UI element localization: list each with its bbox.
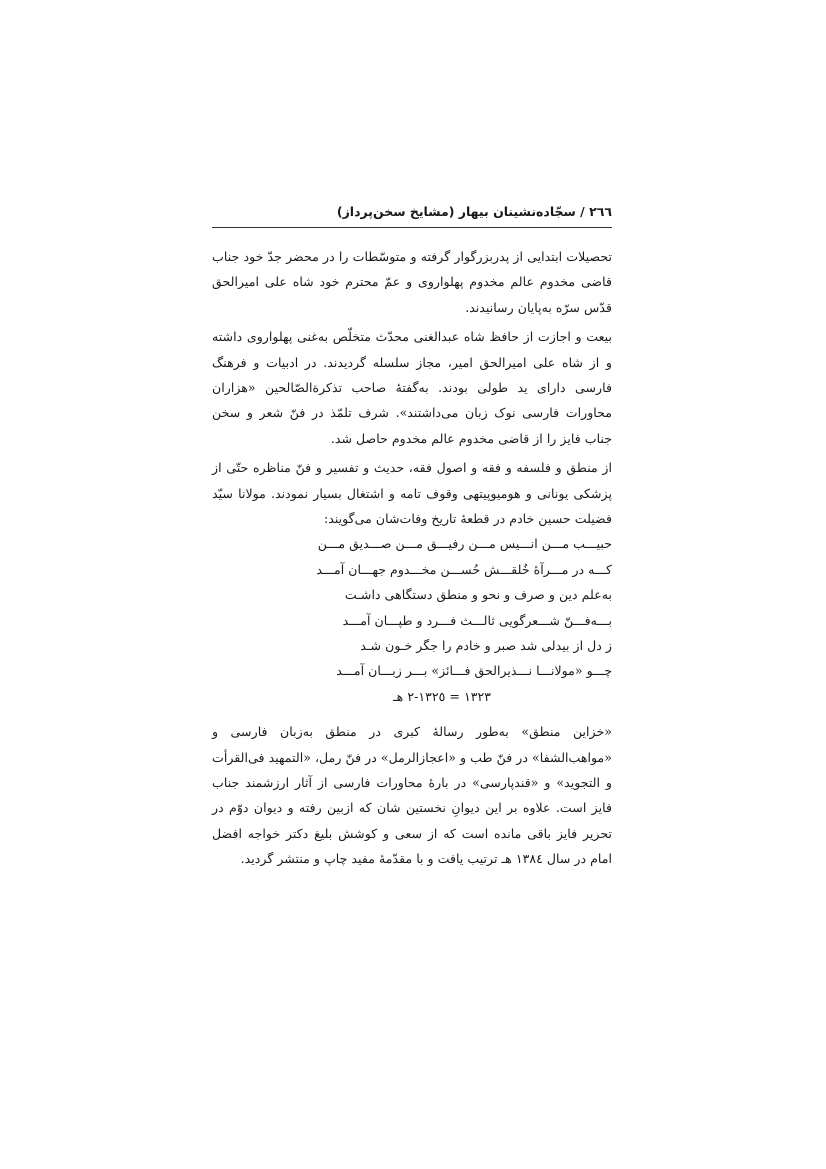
header-rule [212,227,612,228]
paragraph-works: «خزاین منطق» به‌طور رسالهٔ کبری در منطق به‌زبان فارسی و «مواهب‌الشفا» در فنّ طب و «اعجازالرمل» در فنّ رمل، «التمهید فی‌القرأت و التجوید» و «قندپارسی» در بارهٔ محاورات فارسی از آثار ارزشمند جناب فایز است. علاوه بر این دیوانِ نخستین شان که ازبین رفته و دیوان دوّم در تحریر فایز باقی مانده است که از سعی و کوشش بلیغ دکتر خواجه افضل امام در سال ١٣٨٤ هـ ترتیب یافت و با مقدّمهٔ مفید چاپ و منتشر گردید. [212,724,612,867]
poem-line: کـــه در مـــرآهٔ خُلقـــش حُســـن مخـــدوم جهـــان آمـــد [316,561,612,577]
paragraph-education: تحصیلات ابتدایی از پدربزرگوار گرفته و متوسّطات را در محضر جدّ خود جناب قاضی مخدوم عالم مخدوم پهلواروی و عمّ محترم خود شاه علی امیرالحق قدّس سرّه به‌پایان رسانیدند. [212,249,612,315]
poem-line: چـــو «مولانـــا نـــذیرالحق فـــائز» بـــر زبـــان آمـــد [336,663,612,679]
poem-date-line: ١٣٢٣ = ١٣٢٥-٢ هـ [392,688,492,704]
poem-line: ز دل از بیدلی شد صبر و خادم را جگر خـون شـد [360,638,612,654]
chronogram-poem [212,531,612,709]
page-body [212,244,612,872]
poem-line: حبیـــب مـــن انـــیس مـــن رفیـــق مـــن صـــدیق مـــن [317,536,612,552]
running-header: ٢٦٦ / سجّاده‌نشینان بیهار (مشایخ سخن‌پرداز) [336,204,612,219]
paragraph-sciences: از منطق و فلسفه و فقه و اصول فقه، حدیث و تفسیر و فنّ مناظره حتّی از پزشکی یونانی و هومیوپیتهی وقوف تامه و اشتغال بسیار نمودند. مولانا سیّد فضیلت حسین خادم در قطعهٔ تاریخ وفات‌شان می‌گویند: [212,460,612,527]
poem-line: بـــه‌فـــنّ شـــعرگویی ثالـــث فـــرد و طپـــان آمـــد [342,612,612,628]
poem-line: به‌علم دین و صرف و نحو و منطق دستگاهی داشـت [344,587,612,603]
paragraph-initiation: بیعت و اجازت از حافظ شاه عبدالغنی محدّث متخلّص به‌غنی پهلواروی داشته و از شاه علی امیرالحق امیر، مجاز سلسله گردیدند. در ادبیات و فرهنگ فارسی دارای ید طولی بودند. به‌گفتهٔ صاحب تذکرةالصّالحین «هزاران محاورات فارسی نوک زبان می‌داشتند». شرف تلمّذ در فنّ شعر و سخن جناب فایز را از قاضی مخدوم عالم مخدوم حاصل شد. [212,329,612,446]
